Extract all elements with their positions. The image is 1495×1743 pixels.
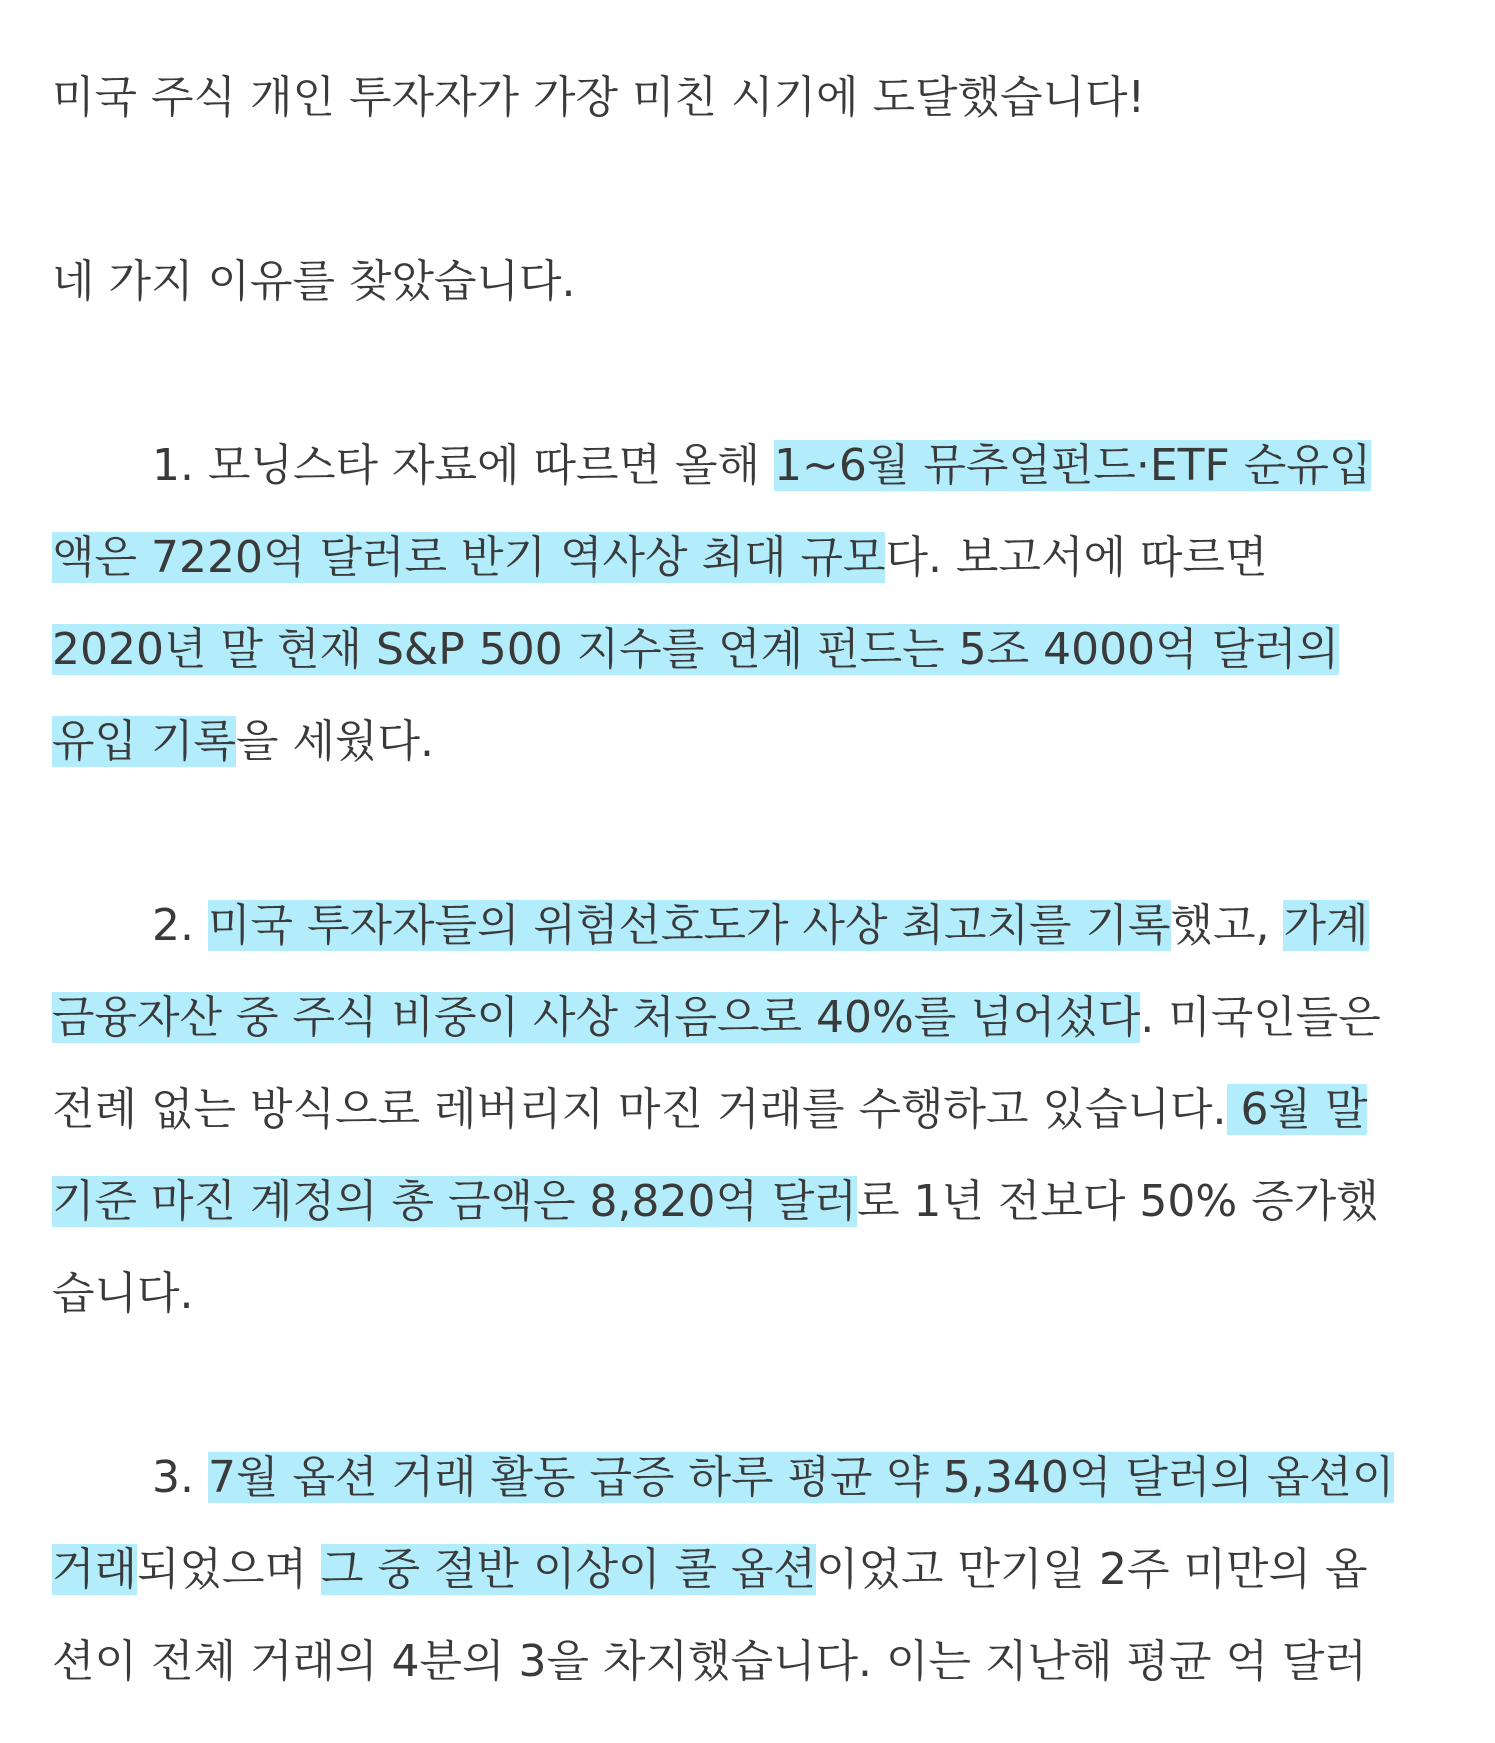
point-1-highlight: 2020년 말 현재 S&P 500 지수를 연계 펀드는 5조 4000억 달러의 <box>52 624 1340 675</box>
point-3-line-1 <box>52 1432 1472 1524</box>
point-1 <box>52 420 1472 788</box>
point-2-line-5 <box>52 1248 1472 1340</box>
point-1-line-1 <box>52 420 1472 512</box>
point-3-number: 3. <box>152 1452 194 1503</box>
point-3-text: 션이 전체 거래의 4분의 3을 차지했습니다. 이는 지난해 평균 억 달러 <box>52 1636 1367 1687</box>
point-1-highlight: 1~6월 뮤추얼펀드·ETF 순유입 <box>773 440 1372 491</box>
point-2-highlight: 가계 <box>1283 900 1369 951</box>
point-2-highlight: 6월 말 <box>1226 1084 1368 1135</box>
point-2-text: 습니다. <box>52 1268 194 1319</box>
point-1-line-2 <box>52 512 1472 604</box>
point-1-line-3 <box>52 604 1472 696</box>
point-2-line-3 <box>52 1064 1472 1156</box>
point-2-text: 전례 없는 방식으로 레버리지 마진 거래를 수행하고 있습니다. <box>52 1084 1227 1135</box>
point-1-number: 1. <box>152 440 194 491</box>
point-3-line-2 <box>52 1524 1472 1616</box>
point-2-text: 했고, <box>1170 900 1284 951</box>
point-1-text: 모닝스타 자료에 따르면 올해 <box>207 440 774 491</box>
point-2-line-1 <box>52 880 1472 972</box>
intro-subtitle-text: 네 가지 이유를 찾았습니다. <box>52 256 576 307</box>
article-body <box>52 52 1472 1708</box>
point-2-number: 2. <box>152 900 194 951</box>
point-1-text: 을 세웠다. <box>236 716 435 767</box>
point-1-highlight: 유입 기록 <box>52 716 237 767</box>
point-3-highlight: 거래 <box>52 1544 138 1595</box>
point-2 <box>52 880 1472 1340</box>
point-1-line-4 <box>52 696 1472 788</box>
point-2-text: 로 1년 전보다 50% 증가했 <box>856 1176 1379 1227</box>
point-2-highlight: 미국 투자자들의 위험선호도가 사상 최고치를 기록 <box>207 900 1171 951</box>
intro-subtitle <box>52 236 1472 328</box>
intro-title <box>52 52 1472 144</box>
point-1-text: 다. 보고서에 따르면 <box>885 532 1268 583</box>
intro-title-text: 미국 주식 개인 투자자가 가장 미친 시기에 도달했습니다! <box>52 72 1146 123</box>
point-3-text: 이었고 만기일 2주 미만의 옵 <box>816 1544 1368 1595</box>
point-3-highlight: 7월 옵션 거래 활동 급증 하루 평균 약 5,340억 달러의 옵션이 <box>207 1452 1395 1503</box>
point-2-line-4 <box>52 1156 1472 1248</box>
point-3-text: 되었으며 <box>137 1544 322 1595</box>
point-3-highlight: 그 중 절반 이상이 콜 옵션 <box>321 1544 817 1595</box>
point-3-line-3 <box>52 1616 1472 1708</box>
point-2-line-2 <box>52 972 1472 1064</box>
point-2-highlight: 금융자산 중 주식 비중이 사상 처음으로 40%를 넘어섰다 <box>52 992 1141 1043</box>
point-2-text: . 미국인들은 <box>1140 992 1381 1043</box>
point-1-highlight: 액은 7220억 달러로 반기 역사상 최대 규모 <box>52 532 886 583</box>
point-3 <box>52 1432 1472 1708</box>
point-2-highlight: 기준 마진 계정의 총 금액은 8,820억 달러 <box>52 1176 857 1227</box>
